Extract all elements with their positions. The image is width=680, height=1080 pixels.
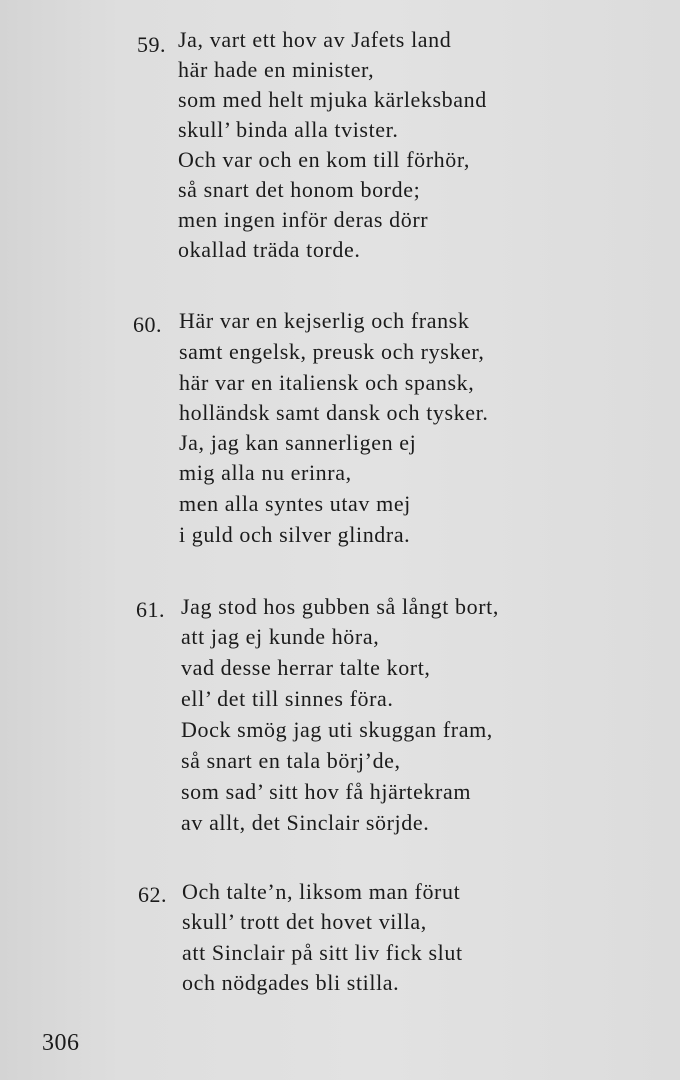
verse-line: i guld och silver glindra. bbox=[179, 522, 411, 547]
stanza-number: 60. bbox=[133, 312, 162, 337]
verse-line: okallad träda torde. bbox=[178, 237, 361, 262]
verse-line: Ja, jag kan sannerligen ej bbox=[179, 430, 417, 455]
verse-line: men ingen inför deras dörr bbox=[178, 207, 429, 232]
verse-line: Här var en kejserlig och fransk bbox=[179, 308, 470, 333]
verse-line: skull’ binda alla tvister. bbox=[178, 117, 399, 142]
stanza-number: 61. bbox=[136, 597, 165, 622]
verse-line: Och talte’n, liksom man förut bbox=[182, 879, 461, 904]
verse-line: att Sinclair på sitt liv fick slut bbox=[182, 940, 463, 965]
verse-line: ell’ det till sinnes föra. bbox=[181, 686, 394, 711]
verse-line: som sad’ sitt hov få hjärtekram bbox=[181, 779, 472, 804]
verse-line: Jag stod hos gubben så långt bort, bbox=[181, 594, 499, 619]
verse-line: så snart det honom borde; bbox=[178, 177, 421, 202]
verse-line: så snart en tala börj’de, bbox=[181, 748, 401, 773]
verse-line: men alla syntes utav mej bbox=[179, 491, 411, 516]
page-number: 306 bbox=[42, 1030, 80, 1056]
verse-line: och nödgades bli stilla. bbox=[182, 970, 400, 995]
verse-line: Och var och en kom till förhör, bbox=[178, 147, 471, 172]
verse-line: skull’ trott det hovet villa, bbox=[182, 909, 427, 934]
verse-line: av allt, det Sinclair sörjde. bbox=[181, 810, 430, 835]
verse-line: samt engelsk, preusk och rysker, bbox=[179, 339, 485, 364]
verse-line: Ja, vart ett hov av Jafets land bbox=[178, 27, 452, 52]
stanza-number: 59. bbox=[137, 32, 166, 57]
verse-line: här hade en minister, bbox=[178, 57, 375, 82]
verse-line: här var en italiensk och spansk, bbox=[179, 370, 475, 395]
verse-line: som med helt mjuka kärleksband bbox=[178, 87, 487, 112]
verse-line: att jag ej kunde höra, bbox=[181, 624, 380, 649]
verse-line: holländsk samt dansk och tysker. bbox=[179, 400, 489, 425]
verse-line: mig alla nu erinra, bbox=[179, 460, 352, 485]
verse-line: vad desse herrar talte kort, bbox=[181, 655, 431, 680]
stanza-number: 62. bbox=[138, 882, 167, 907]
verse-line: Dock smög jag uti skuggan fram, bbox=[181, 717, 493, 742]
